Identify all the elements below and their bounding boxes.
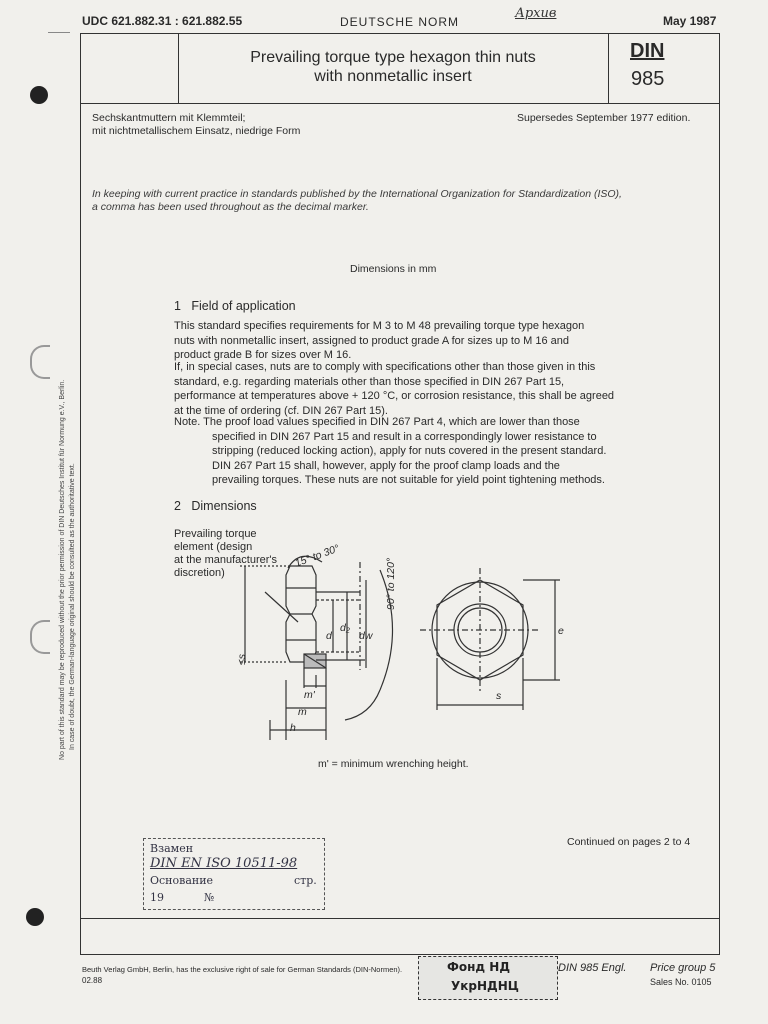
decimal-notice-line-2: a comma has been used throughout as the decimal marker.	[92, 201, 369, 213]
section-1-title: Field of application	[191, 299, 296, 313]
text-line: at the time of ordering (cf. DIN 267 Part 15).	[174, 404, 388, 417]
german-title	[92, 112, 300, 138]
deutsche-norm: DEUTSCHE NORM	[340, 15, 460, 29]
german-title-line-2: mit nichtmetallischem Einsatz, niedrige Form	[92, 125, 301, 137]
footer-price: Price group 5	[650, 962, 716, 974]
text-line: product grade B for sizes over M 16.	[174, 349, 352, 361]
label-s: s	[496, 690, 502, 702]
text-line: Prevailing torque	[174, 528, 257, 540]
continued-note: Continued on pages 2 to 4	[567, 836, 691, 848]
document-title	[178, 48, 608, 86]
stamp-line-3b: стр.	[294, 874, 317, 887]
handwritten-note: Архив	[515, 6, 557, 21]
title-line-2: with nonmetallic insert	[314, 68, 472, 85]
nut-drawing	[230, 540, 590, 750]
binder-hole	[30, 86, 48, 104]
text-line: If, in special cases, nuts are to comply with specifications other than those given in this	[174, 361, 596, 373]
label-h: h	[290, 722, 296, 734]
nut-front-view	[420, 568, 560, 710]
section-1-paragraph-1	[174, 319, 644, 363]
binder-clip	[30, 345, 50, 379]
text-line: Note. The proof load values specified in DIN 267 Part 4, which are lower than those	[174, 416, 580, 428]
archive-stamp-line-1: Фонд НД	[447, 960, 511, 974]
text-line: specified in DIN 267 Part 15 and result in a correspondingly lower resistance to	[212, 430, 597, 443]
stamp-line-2: DIN EN ISO 10511-98	[150, 856, 298, 871]
archive-stamp	[418, 956, 558, 1000]
din-label: DIN	[630, 40, 665, 62]
udc-code: UDC 621.882.31 : 621.882.55	[82, 14, 243, 28]
stamp-line-3: Основание	[150, 874, 214, 887]
text-line: element (design	[174, 541, 253, 553]
nut-side-view	[286, 562, 365, 670]
text-line: stripping (reduced locking action), apply for nuts covered in the present standard.	[212, 445, 607, 457]
text-line: prevailing torques. These nuts are not suitable for yield point tightening methods.	[212, 474, 605, 486]
text-line: performance at temperatures above + 120 °C, or corrosion resistance, this shall be agreed	[174, 390, 615, 402]
archive-stamp-line-2: УкрНДНЦ	[451, 979, 519, 993]
label-d: d	[326, 630, 332, 642]
binder-clip	[30, 620, 50, 654]
side-copyright-text	[58, 260, 78, 760]
section-1-note	[174, 415, 654, 488]
stamp-line-1: Взамен	[150, 842, 194, 855]
footer-sales: Sales No. 0105	[650, 977, 712, 987]
text-line: at the manufacturer's	[174, 554, 277, 566]
label-s-min: ≤s	[236, 653, 248, 665]
decimal-notice	[92, 188, 622, 214]
text-line: standard, e.g. regarding materials other than those specified in DIN 267 Part 15,	[174, 375, 565, 388]
side-text-line-2: In case of doubt, the German-language original should be consulted as the authoritative text.	[69, 463, 76, 750]
issue-date: May 1987	[663, 14, 717, 28]
label-m: m	[298, 706, 307, 718]
supersedes-note: Supersedes September 1977 edition.	[517, 112, 691, 124]
side-text-line-1: No part of this standard may be reproduced without the prior permission of DIN Deutsches Institut für Normung e.V., Berlin.	[59, 379, 66, 760]
stamp-line-4b: №	[204, 891, 215, 904]
callout-leader	[265, 592, 298, 622]
stamp-line-4: 19	[150, 891, 164, 904]
angle-label-2: 90° to 120°	[385, 557, 397, 610]
label-m-prime: m'	[304, 689, 315, 701]
title-divider-right	[608, 33, 609, 103]
footer-publisher: Beuth Verlag GmbH, Berlin, has the exclusive right of sale for German Standards (DIN-Normen).	[82, 965, 403, 974]
text-line: DIN 267 Part 15 shall, however, apply for the proof clamp loads and the	[212, 459, 560, 472]
text-line: nuts with nonmetallic insert, assigned to product grade A for sizes up to M 16 and	[174, 334, 570, 347]
binder-hole	[26, 908, 44, 926]
section-2-heading	[174, 499, 257, 513]
angle-label-1: 15° to 30°	[293, 542, 342, 570]
decimal-notice-line-1: In keeping with current practice in standards published by the International Organization for Standardization (ISO),	[92, 188, 622, 200]
label-d2: d₂	[340, 622, 350, 634]
binder-rule	[48, 32, 70, 33]
document-frame	[80, 33, 720, 955]
section-2-title: Dimensions	[191, 499, 257, 513]
section-1-heading	[174, 299, 296, 313]
footer-divider	[80, 918, 720, 919]
din-number: 985	[631, 68, 665, 90]
section-2-number: 2	[174, 499, 181, 513]
registration-stamp	[143, 838, 325, 910]
title-line-1: Prevailing torque type hexagon thin nuts	[250, 49, 536, 66]
footer-din-ref: DIN 985 Engl.	[558, 962, 627, 974]
text-line: discretion)	[174, 567, 225, 579]
label-dw: dw	[359, 630, 373, 642]
german-title-line-1: Sechskantmuttern mit Klemmteil;	[92, 112, 246, 124]
label-e: e	[558, 625, 564, 637]
section-1-paragraph-2	[174, 360, 644, 418]
title-underline	[80, 103, 720, 104]
text-line: This standard specifies requirements for M 3 to M 48 prevailing torque type hexagon	[174, 320, 585, 332]
footer-code: 02.88	[82, 976, 103, 985]
figure-caption: m' = minimum wrenching height.	[318, 758, 469, 770]
section-1-number: 1	[174, 299, 181, 313]
units-note: Dimensions in mm	[350, 263, 437, 275]
